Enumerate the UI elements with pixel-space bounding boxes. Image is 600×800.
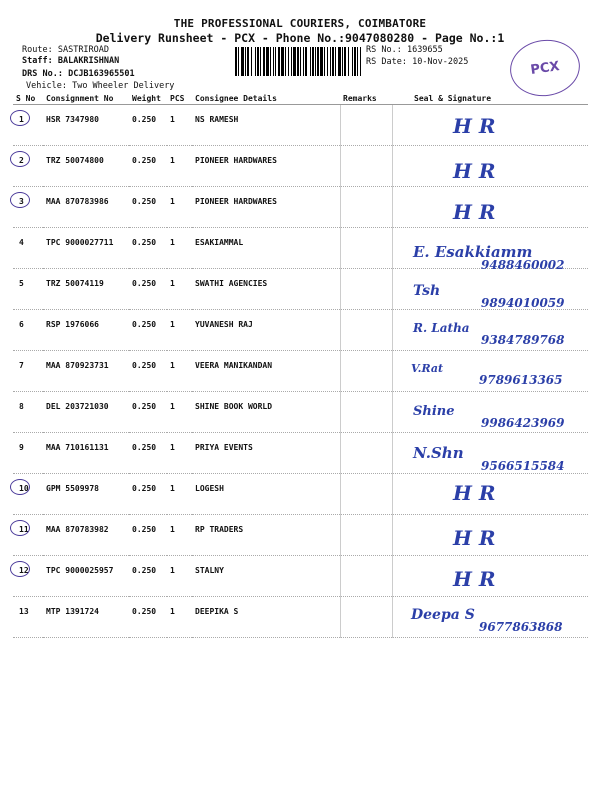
signature-phone: 9488460002 bbox=[480, 258, 564, 272]
table-row bbox=[13, 351, 588, 392]
consignee-cell bbox=[192, 269, 340, 310]
pcx-stamp: PCX bbox=[506, 35, 583, 100]
consignment-text: MAA 870783982 bbox=[46, 525, 109, 534]
consignee-cell bbox=[192, 105, 340, 146]
table-row bbox=[13, 597, 588, 638]
weight-cell bbox=[129, 392, 167, 433]
consignee-text: ESAKIAMMAL bbox=[195, 238, 244, 247]
remarks-cell bbox=[340, 269, 392, 310]
signature-text: H R bbox=[452, 200, 495, 224]
consignment-text: TPC 9000025957 bbox=[46, 566, 114, 575]
handwritten-signature bbox=[393, 187, 589, 228]
signature-cell bbox=[392, 474, 588, 515]
col-weight: Weight bbox=[129, 93, 167, 105]
weight-text: 0.250 bbox=[132, 566, 157, 575]
signature-text: Deepa S bbox=[410, 607, 475, 623]
consignment-text: MAA 870923731 bbox=[46, 361, 109, 370]
weight-cell bbox=[129, 228, 167, 269]
consignment-text: MTP 1391724 bbox=[46, 607, 99, 616]
weight-cell bbox=[129, 515, 167, 556]
consignee-text: SWATHI AGENCIES bbox=[195, 279, 268, 288]
sno-text: 2 bbox=[19, 156, 24, 165]
staff-value: BALAKRISHNAN bbox=[57, 56, 120, 66]
consignee-text: PIONEER HARDWARES bbox=[195, 156, 277, 165]
sno-text: 6 bbox=[19, 320, 24, 329]
consignee-text: DEEPIKA S bbox=[195, 607, 239, 616]
pcs-cell bbox=[167, 515, 192, 556]
consignee-cell bbox=[192, 474, 340, 515]
rs-no-label: RS No.: bbox=[366, 45, 402, 55]
weight-text: 0.250 bbox=[132, 115, 157, 124]
sno-text: 5 bbox=[19, 279, 24, 288]
remarks-cell bbox=[340, 515, 392, 556]
consignee-cell bbox=[192, 146, 340, 187]
weight-text: 0.250 bbox=[132, 320, 157, 329]
weight-text: 0.250 bbox=[132, 525, 157, 534]
signature-text: V.Rat bbox=[410, 362, 443, 375]
pcs-cell bbox=[167, 433, 192, 474]
table-row bbox=[13, 269, 588, 310]
table-row bbox=[13, 187, 588, 228]
drs-label: DRS No.: bbox=[22, 69, 63, 79]
consignment-text: DEL 203721030 bbox=[46, 402, 109, 411]
sno-cell bbox=[13, 474, 43, 515]
pcs-text: 1 bbox=[170, 197, 175, 206]
sno-cell bbox=[13, 351, 43, 392]
signature-text: Tsh bbox=[412, 283, 440, 299]
runsheet-table bbox=[13, 93, 588, 638]
consignment-text: MAA 710161131 bbox=[46, 443, 109, 452]
sno-cell bbox=[13, 228, 43, 269]
table-row bbox=[13, 433, 588, 474]
signature-cell bbox=[392, 269, 588, 310]
signature-cell bbox=[392, 310, 588, 351]
signature-cell bbox=[392, 433, 588, 474]
signature-phone: 9894010059 bbox=[480, 296, 564, 310]
pcs-text: 1 bbox=[170, 402, 175, 411]
sno-text: 1 bbox=[19, 115, 24, 124]
weight-text: 0.250 bbox=[132, 238, 157, 247]
col-remarks: Remarks bbox=[340, 93, 392, 105]
remarks-cell bbox=[340, 392, 392, 433]
consignee-cell bbox=[192, 392, 340, 433]
vehicle-label: Vehicle: bbox=[26, 81, 67, 91]
weight-cell bbox=[129, 187, 167, 228]
col-seal-signature: Seal & Signature bbox=[392, 93, 588, 105]
consignee-cell bbox=[192, 433, 340, 474]
drs-line bbox=[22, 69, 135, 80]
route-value: SASTRIROAD bbox=[57, 45, 110, 55]
handwritten-signature bbox=[393, 269, 589, 310]
consignment-cell bbox=[43, 146, 129, 187]
sno-text: 11 bbox=[19, 525, 29, 534]
weight-cell bbox=[129, 310, 167, 351]
sno-cell bbox=[13, 597, 43, 638]
remarks-cell bbox=[340, 351, 392, 392]
consignment-cell bbox=[43, 433, 129, 474]
consignee-text: NS RAMESH bbox=[195, 115, 239, 124]
signature-phone: 9384789768 bbox=[480, 333, 564, 347]
col-consignee: Consignee Details bbox=[192, 93, 340, 105]
signature-text: H R bbox=[452, 159, 495, 183]
weight-text: 0.250 bbox=[132, 484, 157, 493]
sno-text: 12 bbox=[19, 566, 29, 575]
table-row bbox=[13, 474, 588, 515]
sno-text: 7 bbox=[19, 361, 24, 370]
table-row bbox=[13, 392, 588, 433]
handwritten-signature bbox=[393, 351, 589, 392]
consignment-text: TRZ 50074119 bbox=[46, 279, 104, 288]
table-row bbox=[13, 105, 588, 146]
handwritten-signature bbox=[393, 310, 589, 351]
sno-text: 13 bbox=[19, 607, 29, 616]
weight-text: 0.250 bbox=[132, 197, 157, 206]
weight-cell bbox=[129, 351, 167, 392]
vehicle-value: Two Wheeler Delivery bbox=[72, 81, 175, 91]
sno-circle-mark bbox=[10, 110, 30, 126]
signature-text: N.Shn bbox=[412, 444, 464, 462]
rs-no-value: 1639655 bbox=[406, 45, 443, 55]
consignment-cell bbox=[43, 228, 129, 269]
weight-cell bbox=[129, 597, 167, 638]
signature-text: H R bbox=[452, 114, 495, 138]
sno-text: 4 bbox=[19, 238, 24, 247]
consignee-cell bbox=[192, 351, 340, 392]
remarks-cell bbox=[340, 187, 392, 228]
rs-date-line bbox=[366, 57, 468, 68]
col-pcs: PCS bbox=[167, 93, 192, 105]
weight-cell bbox=[129, 105, 167, 146]
sno-circle-mark bbox=[10, 520, 30, 536]
rs-no-line bbox=[366, 45, 443, 56]
sno-cell bbox=[13, 515, 43, 556]
signature-cell bbox=[392, 146, 588, 187]
sno-text: 10 bbox=[19, 484, 29, 493]
consignment-text: HSR 7347980 bbox=[46, 115, 99, 124]
signature-text: H R bbox=[452, 526, 495, 550]
consignment-text: TRZ 50074800 bbox=[46, 156, 104, 165]
consignment-text: MAA 870783986 bbox=[46, 197, 109, 206]
consignment-cell bbox=[43, 310, 129, 351]
signature-cell bbox=[392, 228, 588, 272]
sno-cell bbox=[13, 105, 43, 146]
signature-cell bbox=[392, 515, 588, 556]
pcs-cell bbox=[167, 105, 192, 146]
weight-text: 0.250 bbox=[132, 279, 157, 288]
route-line bbox=[22, 45, 109, 56]
table-row bbox=[13, 556, 588, 597]
signature-text: R. Latha bbox=[412, 321, 470, 335]
remarks-cell bbox=[340, 228, 392, 269]
consignee-text: VEERA MANIKANDAN bbox=[195, 361, 273, 370]
remarks-cell bbox=[340, 310, 392, 351]
consignment-cell bbox=[43, 105, 129, 146]
sno-text: 3 bbox=[19, 197, 24, 206]
pcs-text: 1 bbox=[170, 156, 175, 165]
sno-text: 9 bbox=[19, 443, 24, 452]
table-row bbox=[13, 515, 588, 556]
col-sno: S No bbox=[13, 93, 43, 105]
pcs-text: 1 bbox=[170, 115, 175, 124]
consignee-cell bbox=[192, 310, 340, 351]
consignee-text: YUVANESH RAJ bbox=[195, 320, 253, 329]
vehicle-line bbox=[26, 81, 174, 92]
rs-date-value: 10-Nov-2025 bbox=[412, 57, 469, 67]
pcs-text: 1 bbox=[170, 484, 175, 493]
weight-text: 0.250 bbox=[132, 443, 157, 452]
pcs-cell bbox=[167, 310, 192, 351]
signature-cell bbox=[392, 187, 588, 228]
pcs-cell bbox=[167, 351, 192, 392]
handwritten-signature bbox=[393, 105, 589, 146]
consignee-cell bbox=[192, 187, 340, 228]
sno-cell bbox=[13, 433, 43, 474]
pcs-text: 1 bbox=[170, 443, 175, 452]
consignee-cell bbox=[192, 228, 340, 269]
consignment-cell bbox=[43, 269, 129, 310]
weight-cell bbox=[129, 433, 167, 474]
pcs-text: 1 bbox=[170, 279, 175, 288]
signature-text: E. Esakkiamm bbox=[412, 243, 532, 261]
weight-cell bbox=[129, 556, 167, 597]
pcs-text: 1 bbox=[170, 361, 175, 370]
remarks-cell bbox=[340, 105, 392, 146]
signature-cell bbox=[392, 597, 588, 638]
runsheet-subtitle: Delivery Runsheet - PCX - Phone No.:9047080280 - Page No.:1 bbox=[95, 31, 505, 45]
consignment-cell bbox=[43, 597, 129, 638]
rs-date-label: RS Date: bbox=[366, 57, 407, 67]
pcs-text: 1 bbox=[170, 566, 175, 575]
weight-text: 0.250 bbox=[132, 156, 157, 165]
weight-cell bbox=[129, 269, 167, 310]
sno-cell bbox=[13, 310, 43, 351]
consignment-cell bbox=[43, 351, 129, 392]
remarks-cell bbox=[340, 556, 392, 597]
sno-cell bbox=[13, 146, 43, 187]
consignment-cell bbox=[43, 474, 129, 515]
consignee-cell bbox=[192, 597, 340, 638]
remarks-cell bbox=[340, 474, 392, 515]
handwritten-signature bbox=[393, 146, 589, 187]
handwritten-signature bbox=[393, 556, 589, 597]
weight-text: 0.250 bbox=[132, 607, 157, 616]
pcs-text: 1 bbox=[170, 525, 175, 534]
staff-label: Staff: bbox=[22, 56, 53, 66]
pcs-text: 1 bbox=[170, 238, 175, 247]
weight-cell bbox=[129, 146, 167, 187]
consignee-text: SHINE BOOK WORLD bbox=[195, 402, 273, 411]
consignee-text: PRIYA EVENTS bbox=[195, 443, 253, 452]
signature-phone: 9677863868 bbox=[478, 620, 562, 634]
signature-cell bbox=[392, 351, 588, 392]
drs-value: DCJB163965501 bbox=[68, 69, 135, 79]
sno-cell bbox=[13, 556, 43, 597]
consignment-cell bbox=[43, 187, 129, 228]
remarks-cell bbox=[340, 146, 392, 187]
pcs-cell bbox=[167, 597, 192, 638]
consignee-text: RP TRADERS bbox=[195, 525, 244, 534]
sno-circle-mark bbox=[10, 151, 30, 167]
consignment-cell bbox=[43, 556, 129, 597]
sno-circle-mark bbox=[10, 561, 30, 577]
sno-cell bbox=[13, 392, 43, 433]
handwritten-signature bbox=[393, 474, 589, 515]
table-row bbox=[13, 310, 588, 351]
table-row bbox=[13, 228, 588, 269]
signature-cell bbox=[392, 392, 588, 433]
sno-cell bbox=[13, 269, 43, 310]
signature-text: H R bbox=[452, 567, 495, 591]
handwritten-signature bbox=[393, 433, 589, 474]
handwritten-signature bbox=[393, 515, 589, 556]
signature-phone: 9566515584 bbox=[480, 459, 564, 473]
weight-cell bbox=[129, 474, 167, 515]
consignment-text: GPM 5509978 bbox=[46, 484, 99, 493]
table-row bbox=[13, 146, 588, 187]
consignee-text: STALNY bbox=[195, 566, 224, 575]
consignee-cell bbox=[192, 556, 340, 597]
handwritten-signature bbox=[393, 228, 589, 272]
sno-cell bbox=[13, 187, 43, 228]
pcs-text: 1 bbox=[170, 320, 175, 329]
staff-line bbox=[22, 56, 119, 67]
pcs-cell bbox=[167, 187, 192, 228]
consignee-text: PIONEER HARDWARES bbox=[195, 197, 277, 206]
route-label: Route: bbox=[22, 45, 53, 55]
signature-cell bbox=[392, 556, 588, 597]
table-header bbox=[13, 93, 588, 105]
pcs-cell bbox=[167, 146, 192, 187]
signature-text: Shine bbox=[412, 404, 455, 419]
company-title: THE PROFESSIONAL COURIERS, COIMBATORE bbox=[173, 17, 427, 30]
signature-cell bbox=[392, 105, 588, 146]
remarks-cell bbox=[340, 433, 392, 474]
consignment-text: RSP 1976066 bbox=[46, 320, 99, 329]
handwritten-signature bbox=[393, 392, 589, 433]
sno-circle-mark bbox=[10, 479, 30, 495]
consignment-cell bbox=[43, 515, 129, 556]
signature-phone: 9986423969 bbox=[480, 416, 564, 430]
signature-text: H R bbox=[452, 481, 495, 505]
weight-text: 0.250 bbox=[132, 361, 157, 370]
col-consignment: Consignment No bbox=[43, 93, 129, 105]
consignee-text: LOGESH bbox=[195, 484, 224, 493]
handwritten-signature bbox=[393, 597, 589, 638]
pcs-cell bbox=[167, 392, 192, 433]
pcs-cell bbox=[167, 269, 192, 310]
barcode bbox=[235, 47, 361, 76]
weight-text: 0.250 bbox=[132, 402, 157, 411]
pcs-cell bbox=[167, 556, 192, 597]
consignment-cell bbox=[43, 392, 129, 433]
pcs-cell bbox=[167, 474, 192, 515]
consignment-text: TPC 9000027711 bbox=[46, 238, 114, 247]
pcs-cell bbox=[167, 228, 192, 269]
remarks-cell bbox=[340, 597, 392, 638]
sno-circle-mark bbox=[10, 192, 30, 208]
consignee-cell bbox=[192, 515, 340, 556]
signature-phone: 9789613365 bbox=[478, 373, 562, 387]
pcs-text: 1 bbox=[170, 607, 175, 616]
sno-text: 8 bbox=[19, 402, 24, 411]
